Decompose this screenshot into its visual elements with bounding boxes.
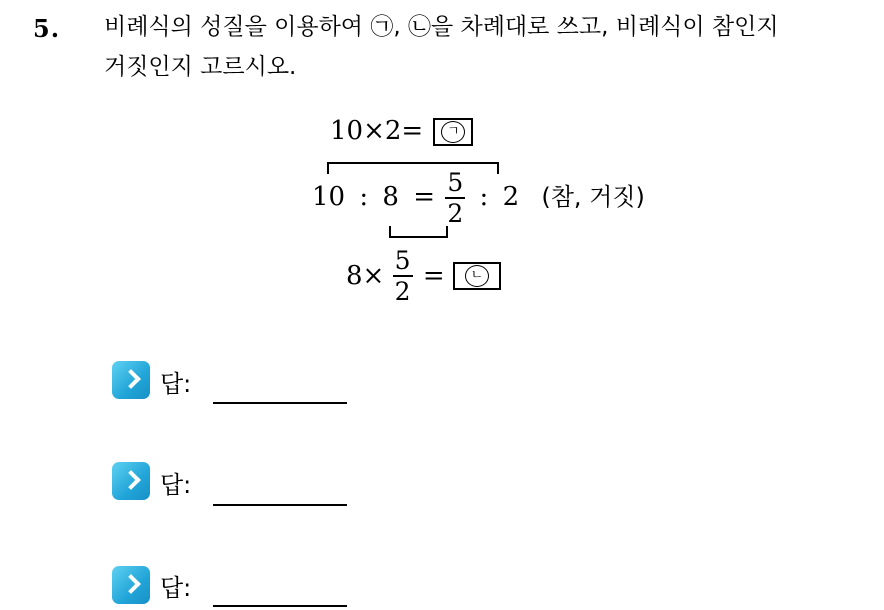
true-false-choice: (참, 거짓) (541, 183, 645, 211)
answer-label-1: 답: (160, 370, 192, 398)
fraction-numerator-bottom: 5 (394, 246, 411, 275)
chevron-right-icon (112, 462, 150, 500)
colon-2: : (479, 182, 489, 212)
term-10: 10 (312, 182, 346, 212)
answer-box-a (433, 118, 473, 146)
equation-proportion (312, 170, 645, 226)
fraction-numerator: 5 (447, 168, 464, 197)
answer-box-b (453, 262, 501, 290)
colon-1: : (359, 182, 369, 212)
question-text-line-2: 거짓인지 고르시오. (104, 54, 297, 80)
answer-line-2[interactable] (213, 504, 347, 506)
equals-sign: = (413, 182, 435, 212)
fraction-denominator-bottom: 2 (394, 277, 411, 306)
circled-letter-a: ㄱ (441, 121, 465, 143)
answer-line-1[interactable] (213, 402, 347, 404)
term-2: 2 (502, 182, 520, 212)
answer-line-3[interactable] (213, 605, 347, 607)
equation-top-lhs: 10×2= (330, 116, 424, 146)
question-text-line-1: 비례식의 성질을 이용하여 ㉠, ㉡을 차례대로 쓰고, 비례식이 참인지 (104, 14, 779, 40)
question-number: 5. (33, 14, 61, 43)
answer-label-3: 답: (160, 574, 192, 602)
equals-sign-bottom: = (422, 261, 445, 291)
equation-bottom (346, 248, 501, 304)
answer-label-2: 답: (160, 471, 192, 499)
fraction-five-halves-bottom (393, 248, 413, 304)
chevron-right-icon (112, 361, 150, 399)
chevron-right-icon (112, 566, 150, 604)
fraction-denominator: 2 (447, 199, 464, 228)
term-8: 8 (382, 182, 399, 212)
equation-bottom-lhs: 8× (346, 261, 385, 291)
fraction-five-halves (445, 170, 465, 226)
equation-top (330, 116, 473, 146)
circled-letter-b: ㄴ (465, 265, 489, 287)
bracket-inner-terms (389, 226, 448, 238)
